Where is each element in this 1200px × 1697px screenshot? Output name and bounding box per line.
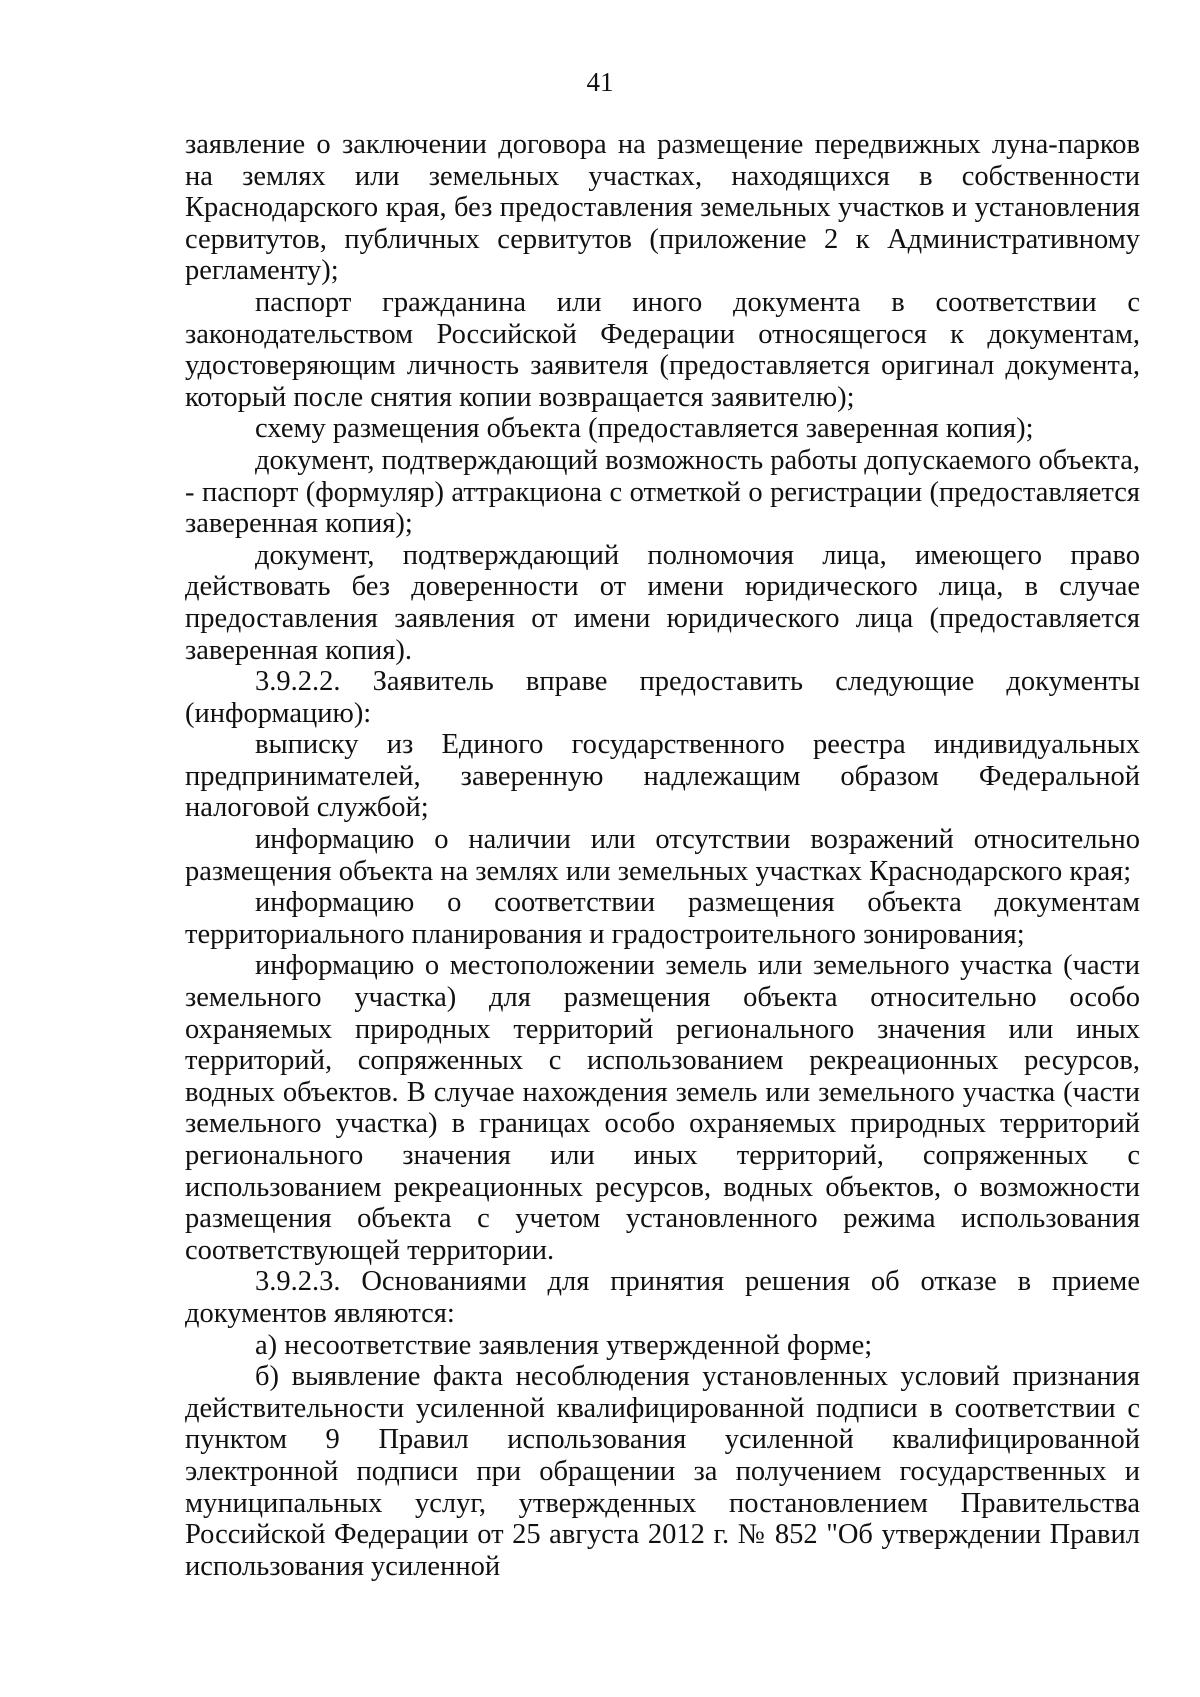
page-body — [185, 129, 1140, 1582]
paragraph-attraction-document: документ, подтверждающий возможность работы допускаемого объекта, - паспорт (формуляр) аттракциона с отметкой о регистрации (предоставляется заверенная копия); — [185, 444, 1140, 540]
paragraph-planning-compliance: информацию о соответствии размещения объекта документам территориального планирования и градостроительного зонирования; — [185, 887, 1140, 950]
paragraph-section-3-9-2-2: 3.9.2.2. Заявитель вправе предоставить следующие документы (информацию): — [185, 666, 1140, 729]
paragraph-authority-document: документ, подтверждающий полномочия лица, имеющего право действовать без доверенности от имени юридического лица, в случае предоставления заявления от имени юридического лица (предоставляется заверенная копия). — [185, 539, 1140, 666]
paragraph-registry-extract: выписку из Единого государственного реестра индивидуальных предпринимателей, заверенную надлежащим образом Федеральной налоговой службой; — [185, 729, 1140, 824]
paragraph-objections-info: информацию о наличии или отсутствии возражений относительно размещения объекта на землях или земельных участках Краснодарского края; — [185, 824, 1140, 887]
paragraph-item-a: а) несоответствие заявления утвержденной форме; — [255, 1329, 873, 1361]
paragraph-location-info: информацию о местоположении земель или земельного участка (части земельного участка) для размещения объекта относительно особо охраняемых природных территорий регионального значения или иных территорий, сопряженных с использованием рекреационных ресурсов, водных объектов. В случае нахождения земель или земельного участка (части земельного участка) в границах особо охраняемых природных территорий регионального значения или иных территорий, сопряженных с использованием рекреационных ресурсов, водных объектов, о возможности размещения объекта с учетом установленного режима использования соответствующей территории. — [185, 950, 1140, 1266]
paragraph-passport: паспорт гражданина или иного документа в соответствии с законодательством Российской Федерации относящегося к документам, удостоверяющим личность заявителя (предоставляется оригинал документа, который после снятия копии возвращается заявителю); — [185, 286, 1140, 413]
paragraph-section-3-9-2-3: 3.9.2.3. Основаниями для принятия решения об отказе в приеме документов являются: — [185, 1266, 1140, 1329]
paragraph-statement-continued: заявление о заключении договора на размещение передвижных луна-парков на землях или земельных участках, находящихся в собственности Краснодарского края, без предоставления земельных участков и установления сервитутов, публичных сервитутов (приложение 2 к Административному регламенту); — [185, 129, 1140, 287]
paragraph-item-b: б) выявление факта несоблюдения установленных условий признания действительности усиленной квалифицированной подписи в соответствии с пунктом 9 Правил использования усиленной квалифицированной электронной подписи при обращении за получением государственных и муниципальных услуг, утвержденных постановлением Правительства Российской Федерации от 25 августа 2012 г. № 852 "Об утверждении Правил использования усиленной — [185, 1361, 1140, 1582]
paragraph-placement-scheme: схему размещения объекта (предоставляется заверенная копия); — [255, 413, 1034, 445]
page-number: 41 — [586, 67, 614, 97]
